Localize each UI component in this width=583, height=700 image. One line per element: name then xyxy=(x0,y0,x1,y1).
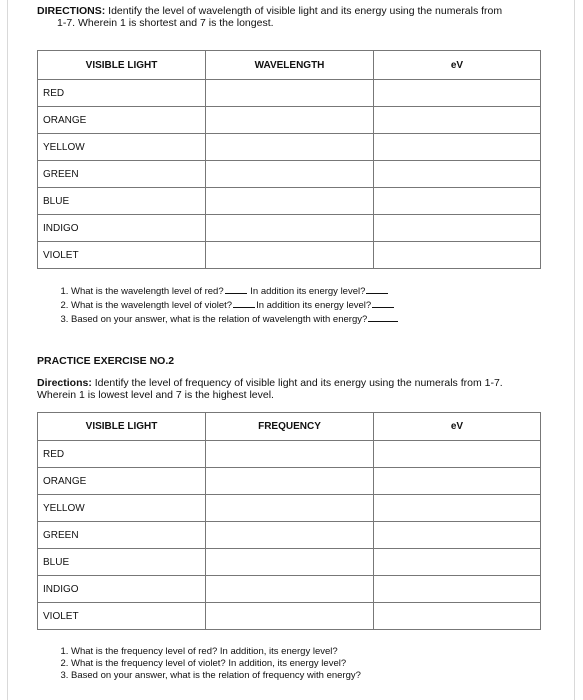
color-label: BLUE xyxy=(38,188,206,215)
practice-title: PRACTICE EXERCISE NO.2 xyxy=(37,355,175,367)
directions-1-text: Identify the level of wavelength of visible light and its energy using the numerals from xyxy=(105,5,503,17)
table-row xyxy=(38,215,541,242)
table-header-row xyxy=(38,51,541,80)
color-label: GREEN xyxy=(38,161,206,188)
color-label: BLUE xyxy=(38,549,206,576)
question-text: In addition its energy level? xyxy=(256,300,372,311)
column-header-visible-light: VISIBLE LIGHT xyxy=(38,51,206,80)
ev-answer-cell[interactable] xyxy=(374,495,541,522)
directions-1-label: DIRECTIONS: xyxy=(37,5,106,17)
answer-blank[interactable] xyxy=(368,312,398,322)
ev-answer-cell[interactable] xyxy=(374,468,541,495)
ev-answer-cell[interactable] xyxy=(374,242,541,269)
frequency-answer-cell[interactable] xyxy=(206,468,374,495)
table-row xyxy=(38,80,541,107)
frequency-answer-cell[interactable] xyxy=(206,495,374,522)
table-row xyxy=(38,134,541,161)
ev-answer-cell[interactable] xyxy=(374,215,541,242)
frequency-answer-cell[interactable] xyxy=(206,576,374,603)
directions-1-line-1 xyxy=(37,5,547,17)
list-item: 3. Based on your answer, what is the relation of frequency with energy? xyxy=(71,670,551,682)
question-text: What is the wavelength level of violet? xyxy=(71,300,233,311)
directions-2-label: Directions: xyxy=(37,377,92,389)
list-item xyxy=(71,298,551,312)
answer-blank[interactable] xyxy=(225,284,247,294)
color-label: ORANGE xyxy=(38,107,206,134)
color-label: ORANGE xyxy=(38,468,206,495)
column-header-ev: eV xyxy=(374,51,541,80)
list-item: 2. What is the frequency level of violet? In addition, its energy level? xyxy=(71,658,551,670)
table-row xyxy=(38,107,541,134)
page-right-border xyxy=(574,0,575,700)
color-label: INDIGO xyxy=(38,576,206,603)
answer-blank[interactable] xyxy=(366,284,388,294)
directions-1 xyxy=(37,5,547,29)
ev-answer-cell[interactable] xyxy=(374,161,541,188)
color-label: VIOLET xyxy=(38,242,206,269)
question-text: In addition its energy level? xyxy=(247,286,366,297)
table-row xyxy=(38,603,541,630)
ev-answer-cell[interactable] xyxy=(374,549,541,576)
color-label: VIOLET xyxy=(38,603,206,630)
answer-blank[interactable] xyxy=(372,298,394,308)
color-label: YELLOW xyxy=(38,134,206,161)
wavelength-answer-cell[interactable] xyxy=(206,161,374,188)
column-header-ev: eV xyxy=(374,413,541,441)
color-label: INDIGO xyxy=(38,215,206,242)
directions-2 xyxy=(37,377,547,401)
frequency-table xyxy=(37,412,541,630)
question-text: Based on your answer, what is the relation of wavelength with energy? xyxy=(71,314,368,325)
list-item: 1. What is the frequency level of red? In addition, its energy level? xyxy=(71,646,551,658)
wavelength-table xyxy=(37,50,541,269)
ev-answer-cell[interactable] xyxy=(374,134,541,161)
questions-2-list xyxy=(57,646,551,682)
color-label: RED xyxy=(38,441,206,468)
ev-answer-cell[interactable] xyxy=(374,603,541,630)
color-label: YELLOW xyxy=(38,495,206,522)
ev-answer-cell[interactable] xyxy=(374,576,541,603)
page-left-border xyxy=(7,0,8,700)
column-header-visible-light: VISIBLE LIGHT xyxy=(38,413,206,441)
ev-answer-cell[interactable] xyxy=(374,522,541,549)
ev-answer-cell[interactable] xyxy=(374,188,541,215)
table-row xyxy=(38,549,541,576)
color-label: RED xyxy=(38,80,206,107)
ev-answer-cell[interactable] xyxy=(374,107,541,134)
directions-2-line-2: Wherein 1 is lowest level and 7 is the highest level. xyxy=(37,389,274,401)
list-item xyxy=(71,284,551,298)
wavelength-answer-cell[interactable] xyxy=(206,134,374,161)
wavelength-answer-cell[interactable] xyxy=(206,242,374,269)
list-item xyxy=(71,312,551,326)
table-row xyxy=(38,468,541,495)
wavelength-answer-cell[interactable] xyxy=(206,80,374,107)
frequency-answer-cell[interactable] xyxy=(206,522,374,549)
table-row xyxy=(38,495,541,522)
wavelength-answer-cell[interactable] xyxy=(206,107,374,134)
directions-2-line-1 xyxy=(37,377,547,389)
questions-1-list xyxy=(57,284,551,326)
ev-answer-cell[interactable] xyxy=(374,80,541,107)
table-row xyxy=(38,161,541,188)
frequency-answer-cell[interactable] xyxy=(206,549,374,576)
color-label: GREEN xyxy=(38,522,206,549)
answer-blank[interactable] xyxy=(233,298,255,308)
frequency-answer-cell[interactable] xyxy=(206,603,374,630)
directions-1-line-2: 1-7. Wherein 1 is shortest and 7 is the longest. xyxy=(57,17,274,29)
wavelength-answer-cell[interactable] xyxy=(206,188,374,215)
ev-answer-cell[interactable] xyxy=(374,441,541,468)
table-header-row xyxy=(38,413,541,441)
table-row xyxy=(38,242,541,269)
table-row xyxy=(38,576,541,603)
wavelength-answer-cell[interactable] xyxy=(206,215,374,242)
column-header-frequency: FREQUENCY xyxy=(206,413,374,441)
directions-2-text: Identify the level of frequency of visible light and its energy using the numerals from 1-7. xyxy=(91,377,503,389)
column-header-wavelength: WAVELENGTH xyxy=(206,51,374,80)
table-row xyxy=(38,188,541,215)
question-text: What is the wavelength level of red? xyxy=(71,286,224,297)
frequency-answer-cell[interactable] xyxy=(206,441,374,468)
table-row xyxy=(38,522,541,549)
table-row xyxy=(38,441,541,468)
